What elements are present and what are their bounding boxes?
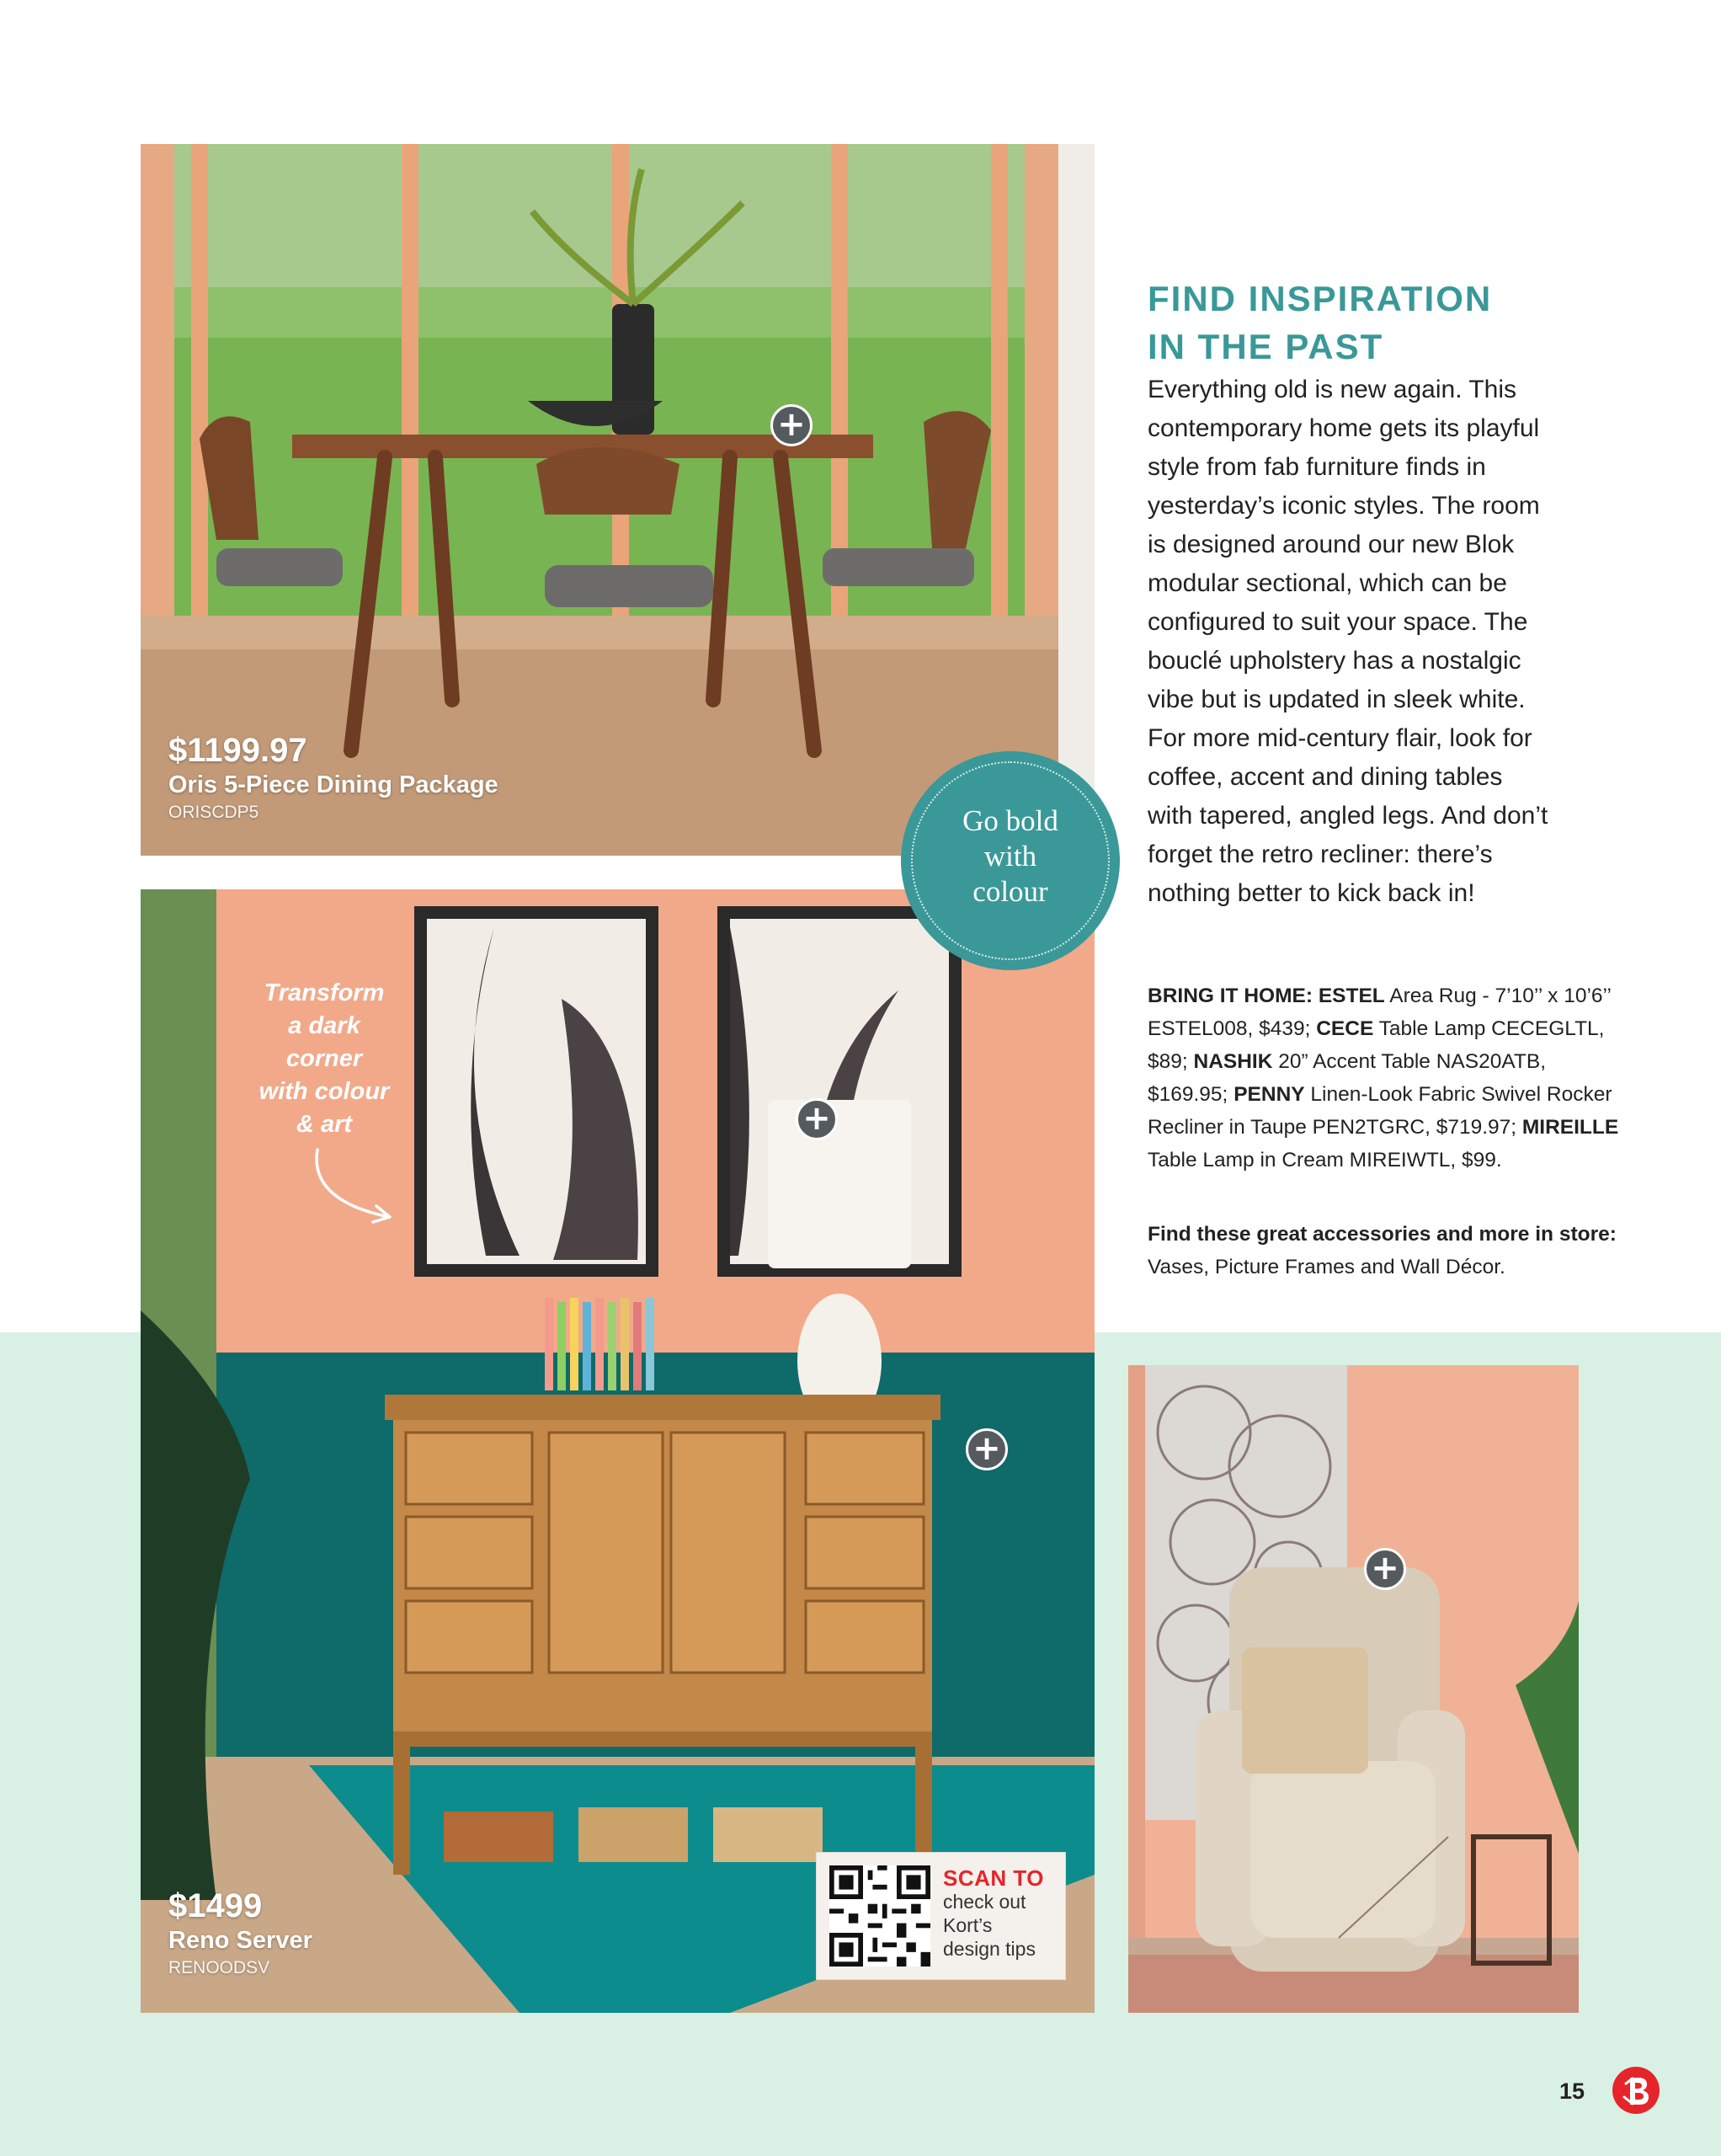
article-body <box>1148 371 1619 913</box>
body-line: forget the retro recliner: there’s <box>1148 841 1493 868</box>
product-name-estel: ESTEL <box>1318 985 1385 1007</box>
body-line: configured to suit your space. The <box>1148 608 1528 636</box>
dining-product-name: Oris 5-Piece Dining Package <box>168 771 498 798</box>
qr-text <box>943 1866 1061 1961</box>
product-detail: Table Lamp in Cream MIREIWTL, $99. <box>1148 1149 1502 1171</box>
product-name-mireille: MIREILLE <box>1521 1116 1619 1139</box>
body-line: Everything old is new again. This <box>1148 376 1517 403</box>
server-price: $1499 <box>168 1887 263 1924</box>
curved-arrow-icon <box>307 1145 400 1230</box>
bring-home-lead: BRING IT HOME: <box>1148 985 1313 1007</box>
accessories-note <box>1148 1218 1619 1283</box>
qr-card[interactable] <box>817 1853 1065 1979</box>
product-name-cece: CECE <box>1316 1017 1374 1040</box>
dining-price-block <box>168 731 498 825</box>
qr-code-icon[interactable] <box>829 1865 930 1967</box>
transform-corner-tip <box>244 977 404 1141</box>
body-line: modular sectional, which can be <box>1148 569 1507 597</box>
server-product-name: Reno Server <box>168 1927 312 1954</box>
body-line: nothing better to kick back in! <box>1148 879 1475 907</box>
heading-line: IN THE PAST <box>1148 327 1384 366</box>
product-detail: 20” Accent Table NAS20ATB, $169.95; <box>1148 1050 1546 1106</box>
tip-line: with colour <box>258 1078 390 1105</box>
article-heading <box>1148 275 1492 371</box>
body-line: coffee, accent and dining tables <box>1148 763 1503 791</box>
tip-line: & art <box>296 1111 353 1138</box>
body-line: For more mid-century flair, look for <box>1148 724 1532 752</box>
go-bold-badge <box>901 751 1120 970</box>
page-number: 15 <box>1559 2079 1585 2104</box>
server-price-block <box>168 1886 312 1981</box>
dining-room-photo <box>141 144 1095 856</box>
accessories-lead: Find these great accessories and more in store: <box>1148 1223 1617 1246</box>
qr-line: Kort’s <box>943 1914 993 1936</box>
recliner-illustration <box>1128 1365 1579 2013</box>
recliner-photo <box>1128 1365 1579 2013</box>
badge-line: Go bold <box>962 804 1058 837</box>
recliner-plus-icon[interactable]: + <box>1364 1548 1406 1590</box>
product-name-penny: PENNY <box>1233 1083 1305 1106</box>
dining-price: $1199.97 <box>168 732 307 769</box>
badge-line: with <box>983 840 1037 873</box>
tip-line: a dark <box>288 1012 360 1039</box>
product-detail: Linen-Look Fabric Swivel Rocker Recliner in Taupe PEN2TGRC, $719.97; <box>1148 1083 1612 1139</box>
body-line: bouclé upholstery has a nostalgic <box>1148 647 1521 675</box>
product-name-nashik: NASHIK <box>1193 1050 1273 1073</box>
lamp-plus-icon[interactable]: + <box>796 1098 838 1140</box>
body-line: yesterday’s iconic styles. The room <box>1148 492 1540 520</box>
bring-it-home-list <box>1148 979 1619 1177</box>
body-line: style from fab furniture finds in <box>1148 453 1486 481</box>
brand-logo-icon <box>1612 2067 1660 2114</box>
accessories-text: Vases, Picture Frames and Wall Décor. <box>1148 1256 1505 1278</box>
dining-table-plus-icon[interactable]: + <box>770 404 813 446</box>
body-line: vibe but is updated in sleek white. <box>1148 686 1526 713</box>
body-line: with tapered, angled legs. And don’t <box>1148 802 1548 830</box>
server-sku: RENOODSV <box>168 1958 270 1977</box>
badge-text <box>935 803 1086 910</box>
tip-line: corner <box>285 1045 363 1072</box>
qr-title: SCAN TO <box>943 1865 1045 1891</box>
qr-line: check out <box>943 1891 1026 1913</box>
body-line: is designed around our new Blok <box>1148 531 1515 558</box>
product-detail: Table Lamp CECEGLTL, $89; <box>1148 1017 1605 1073</box>
badge-line: colour <box>972 875 1048 908</box>
qr-line: design tips <box>943 1938 1036 1960</box>
brand-logo-mark <box>1612 2067 1660 2114</box>
product-detail: Area Rug - 7’10’’ x 10’6’’ ESTEL008, $439; <box>1148 985 1612 1040</box>
server-plus-icon[interactable]: + <box>966 1428 1008 1470</box>
tip-line: Transform <box>264 979 385 1006</box>
dining-sku: ORISCDP5 <box>168 803 259 822</box>
body-line: contemporary home gets its playful <box>1148 414 1540 442</box>
heading-line: FIND INSPIRATION <box>1148 279 1493 318</box>
